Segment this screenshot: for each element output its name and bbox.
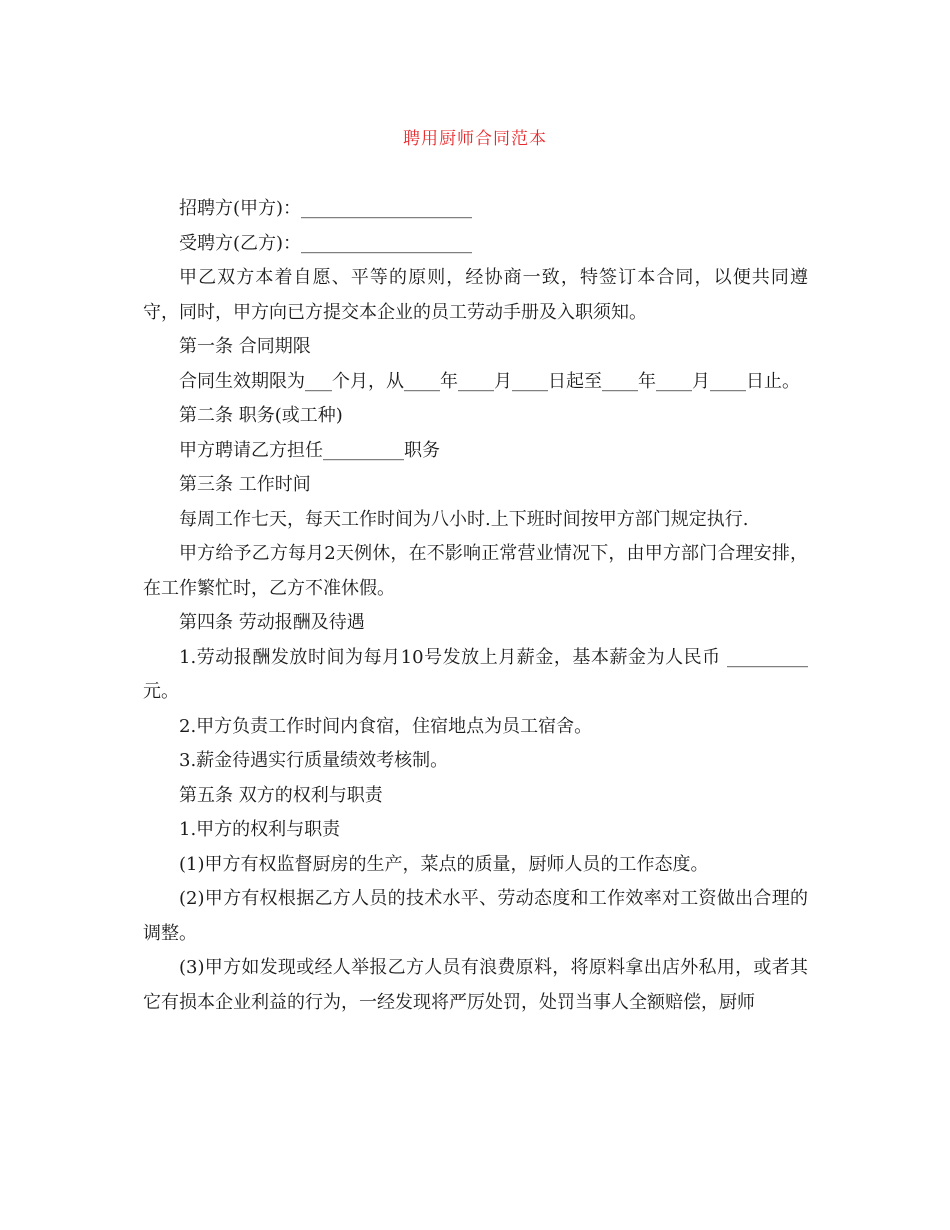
paragraph-employee: 受聘方(乙方)：___________________ <box>179 232 473 254</box>
document-body <box>143 192 808 1020</box>
paragraph-performance: 3.薪金待遇实行质量绩效考核制。 <box>179 750 449 771</box>
paragraph-preamble: 甲乙双方本着自愿、平等的原则，经协商一致，特签订本合同，以便共同遵守，同时，甲方向已方提交本企业的员工劳动手册及入职须知。 <box>143 267 808 323</box>
paragraph-employer: 招聘方(甲方)：___________________ <box>179 198 473 219</box>
article-3-heading: 第三条 工作时间 <box>179 474 311 495</box>
article-4-heading: 第四条 劳动报酬及待遇 <box>179 612 365 633</box>
document-title: 聘用厨师合同范本 <box>403 129 547 149</box>
article-5-heading: 第五条 双方的权利与职责 <box>179 784 383 806</box>
paragraph-rest-days: 甲方给予乙方每月2天例休，在不影响正常营业情况下，由甲方部门合理安排，在工作繁忙时，乙方不准休假。 <box>143 543 808 599</box>
paragraph-right-1: (1)甲方有权监督厨房的生产，菜点的质量，厨师人员的工作态度。 <box>179 853 709 875</box>
paragraph-party-a-rights: 1.甲方的权利与职责 <box>179 819 341 840</box>
paragraph-position: 甲方聘请乙方担任_________职务 <box>179 439 440 461</box>
paragraph-right-2: (2)甲方有权根据乙方人员的技术水平、劳动态度和工作效率对工资做出合理的调整。 <box>143 888 808 944</box>
article-2-heading: 第二条 职务(或工种) <box>179 405 343 426</box>
paragraph-lodging: 2.甲方负责工作时间内食宿，住宿地点为员工宿舍。 <box>179 715 593 737</box>
paragraph-salary: 1.劳动报酬发放时间为每月10号发放上月薪金，基本薪金为人民币 _________元。 <box>143 646 808 702</box>
paragraph-work-hours: 每周工作七天，每天工作时间为八小时.上下班时间按甲方部门规定执行. <box>179 508 749 530</box>
paragraph-right-3: (3)甲方如发现或经人举报乙方人员有浪费原料，将原料拿出店外私用，或者其它有损本企业利益的行为，一经发现将严厉处罚，处罚当事人全额赔偿，厨师 <box>143 957 808 1013</box>
paragraph-contract-term: 合同生效期限为___个月，从____年____月____日起至____年____月____日止。 <box>179 370 800 392</box>
article-1-heading: 第一条 合同期限 <box>179 336 311 357</box>
